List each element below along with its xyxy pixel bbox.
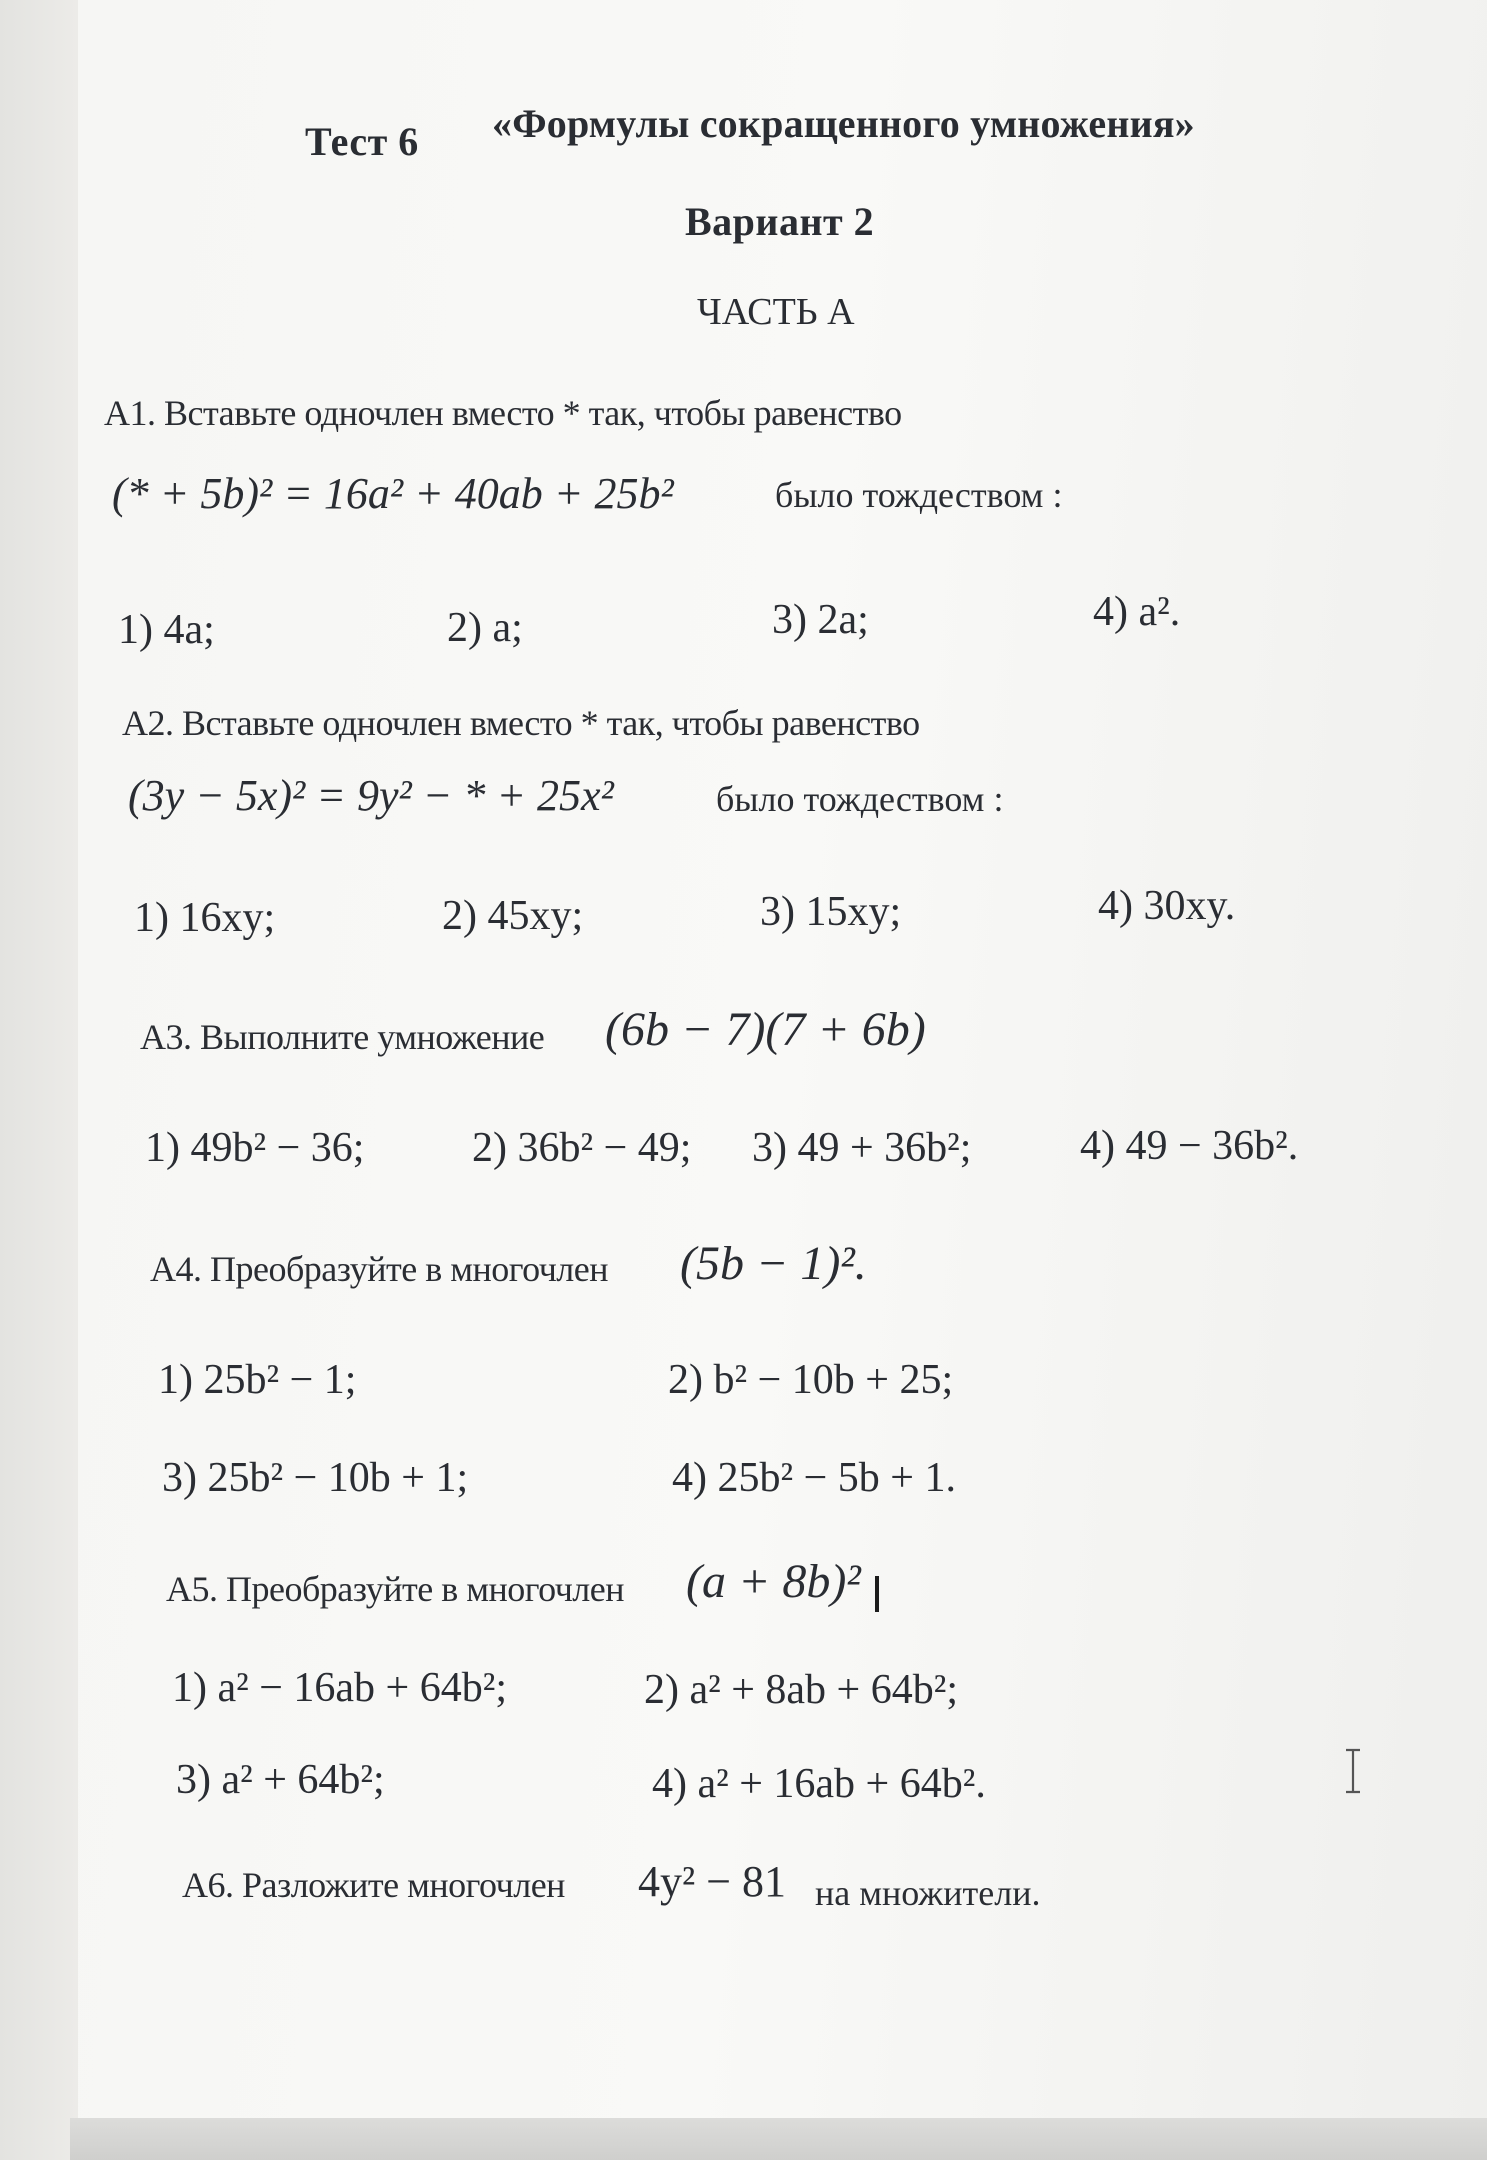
a4-option-2: 2) b² − 10b + 25; [668, 1357, 954, 1403]
question-a2-equation: (3y − 5x)² = 9y² − * + 25x² [128, 771, 614, 820]
a2-option-2: 2) 45xy; [442, 893, 584, 939]
question-a5-expression: (a + 8b)² [686, 1555, 861, 1608]
part-title: ЧАСТЬ А [697, 291, 855, 333]
a2-option-4: 4) 30xy. [1098, 883, 1236, 929]
a3-option-1: 1) 49b² − 36; [145, 1125, 365, 1171]
a3-option-3: 3) 49 + 36b²; [752, 1125, 972, 1171]
question-a6-tail: на множители. [815, 1873, 1041, 1913]
a1-option-2: 2) a; [447, 605, 523, 651]
screen-left-edge [0, 0, 78, 2160]
a1-option-3: 3) 2a; [772, 597, 869, 643]
question-a6-text: А6. Разложите многочлен [182, 1865, 565, 1905]
a1-option-4: 4) a². [1093, 589, 1181, 635]
a5-option-2: 2) a² + 8ab + 64b²; [644, 1667, 958, 1713]
text-cursor-icon [1343, 1748, 1363, 1794]
a2-option-3: 3) 15xy; [760, 889, 902, 935]
question-a1-equation: (* + 5b)² = 16a² + 40ab + 25b² [112, 469, 674, 518]
question-a3-text: А3. Выполните умножение [140, 1017, 545, 1057]
a2-option-1: 1) 16xy; [134, 895, 276, 941]
screen-bottom-edge [70, 2118, 1487, 2160]
a4-option-1: 1) 25b² − 1; [158, 1357, 357, 1403]
question-a5-text: А5. Преобразуйте в многочлен [166, 1569, 625, 1609]
question-a2-text: А2. Вставьте одночлен вместо * так, чтобы равенство [122, 703, 920, 743]
a5-option-1: 1) a² − 16ab + 64b²; [172, 1665, 507, 1711]
question-a4-text: А4. Преобразуйте в многочлен [150, 1249, 609, 1289]
a5-option-4: 4) a² + 16ab + 64b². [652, 1761, 986, 1807]
question-a6-expression: 4y² − 81 [638, 1857, 787, 1906]
question-a1-equation-tail: было тождеством : [775, 475, 1063, 515]
test-label: Тест 6 [305, 119, 419, 164]
a3-option-4: 4) 49 − 36b². [1080, 1123, 1299, 1169]
a4-option-4: 4) 25b² − 5b + 1. [672, 1455, 956, 1501]
question-a4-expression: (5b − 1)². [680, 1237, 867, 1290]
text-caret [875, 1576, 879, 1612]
a4-option-3: 3) 25b² − 10b + 1; [162, 1455, 469, 1501]
a5-option-3: 3) a² + 64b²; [176, 1757, 385, 1803]
variant-title: Вариант 2 [685, 199, 875, 244]
a3-option-2: 2) 36b² − 49; [472, 1125, 692, 1171]
question-a3-expression: (6b − 7)(7 + 6b) [605, 1003, 926, 1056]
a1-option-1: 1) 4a; [118, 607, 215, 653]
question-a1-text: А1. Вставьте одночлен вместо * так, чтобы равенство [104, 393, 902, 433]
test-topic: «Формулы сокращенного умножения» [492, 101, 1195, 146]
question-a2-equation-tail: было тождеством : [716, 779, 1004, 819]
